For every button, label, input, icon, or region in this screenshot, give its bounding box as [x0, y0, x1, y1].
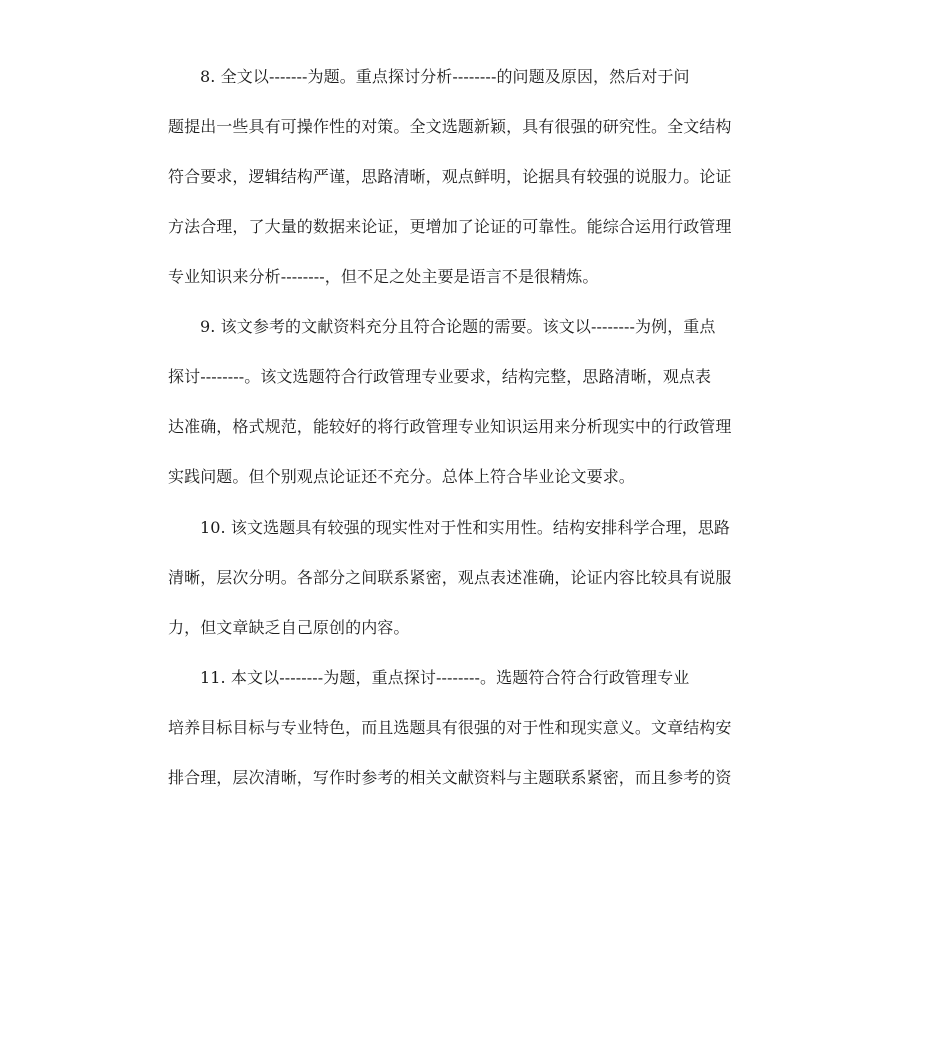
paragraph-line: 探讨--------。该文选题符合行政管理专业要求，结构完整，思路清晰，观点表	[168, 367, 712, 386]
paragraph-line: 题提出一些具有可操作性的对策。全文选题新颖，具有很强的研究性。全文结构	[168, 117, 732, 136]
paragraph-line: 方法合理，了大量的数据来论证，更增加了论证的可靠性。能综合运用行政管理	[168, 217, 732, 236]
paragraph-line: 10. 该文选题具有较强的现实性对于性和实用性。结构安排科学合理，思路	[200, 518, 731, 537]
paragraph-line: 力，但文章缺乏自己原创的内容。	[168, 618, 410, 637]
paragraph-line: 排合理，层次清晰，写作时参考的相关文献资料与主题联系紧密，而且参考的资	[168, 768, 732, 787]
paragraph-line: 8. 全文以-------为题。重点探讨分析--------的问题及原因，然后对于问	[200, 67, 690, 86]
paragraph-line: 达准确，格式规范，能较好的将行政管理专业知识运用来分析现实中的行政管理	[168, 417, 732, 436]
paragraph-line: 专业知识来分析--------，但不足之处主要是语言不是很精炼。	[168, 267, 599, 286]
paragraph-line: 清晰，层次分明。各部分之间联系紧密，观点表述准确，论证内容比较具有说服	[168, 568, 732, 587]
paragraph-line: 实践问题。但个别观点论证还不充分。总体上符合毕业论文要求。	[168, 467, 635, 486]
paragraph-line: 9. 该文参考的文献资料充分且符合论题的需要。该文以--------为例，重点	[200, 317, 716, 336]
paragraph-line: 培养目标目标与专业特色，而且选题具有很强的对于性和现实意义。文章结构安	[168, 718, 732, 737]
paragraph-line: 符合要求，逻辑结构严谨，思路清晰，观点鲜明，论据具有较强的说服力。论证	[168, 167, 732, 186]
paragraph-line: 11. 本文以--------为题，重点探讨--------。选题符合符合行政管理专业	[200, 668, 690, 687]
